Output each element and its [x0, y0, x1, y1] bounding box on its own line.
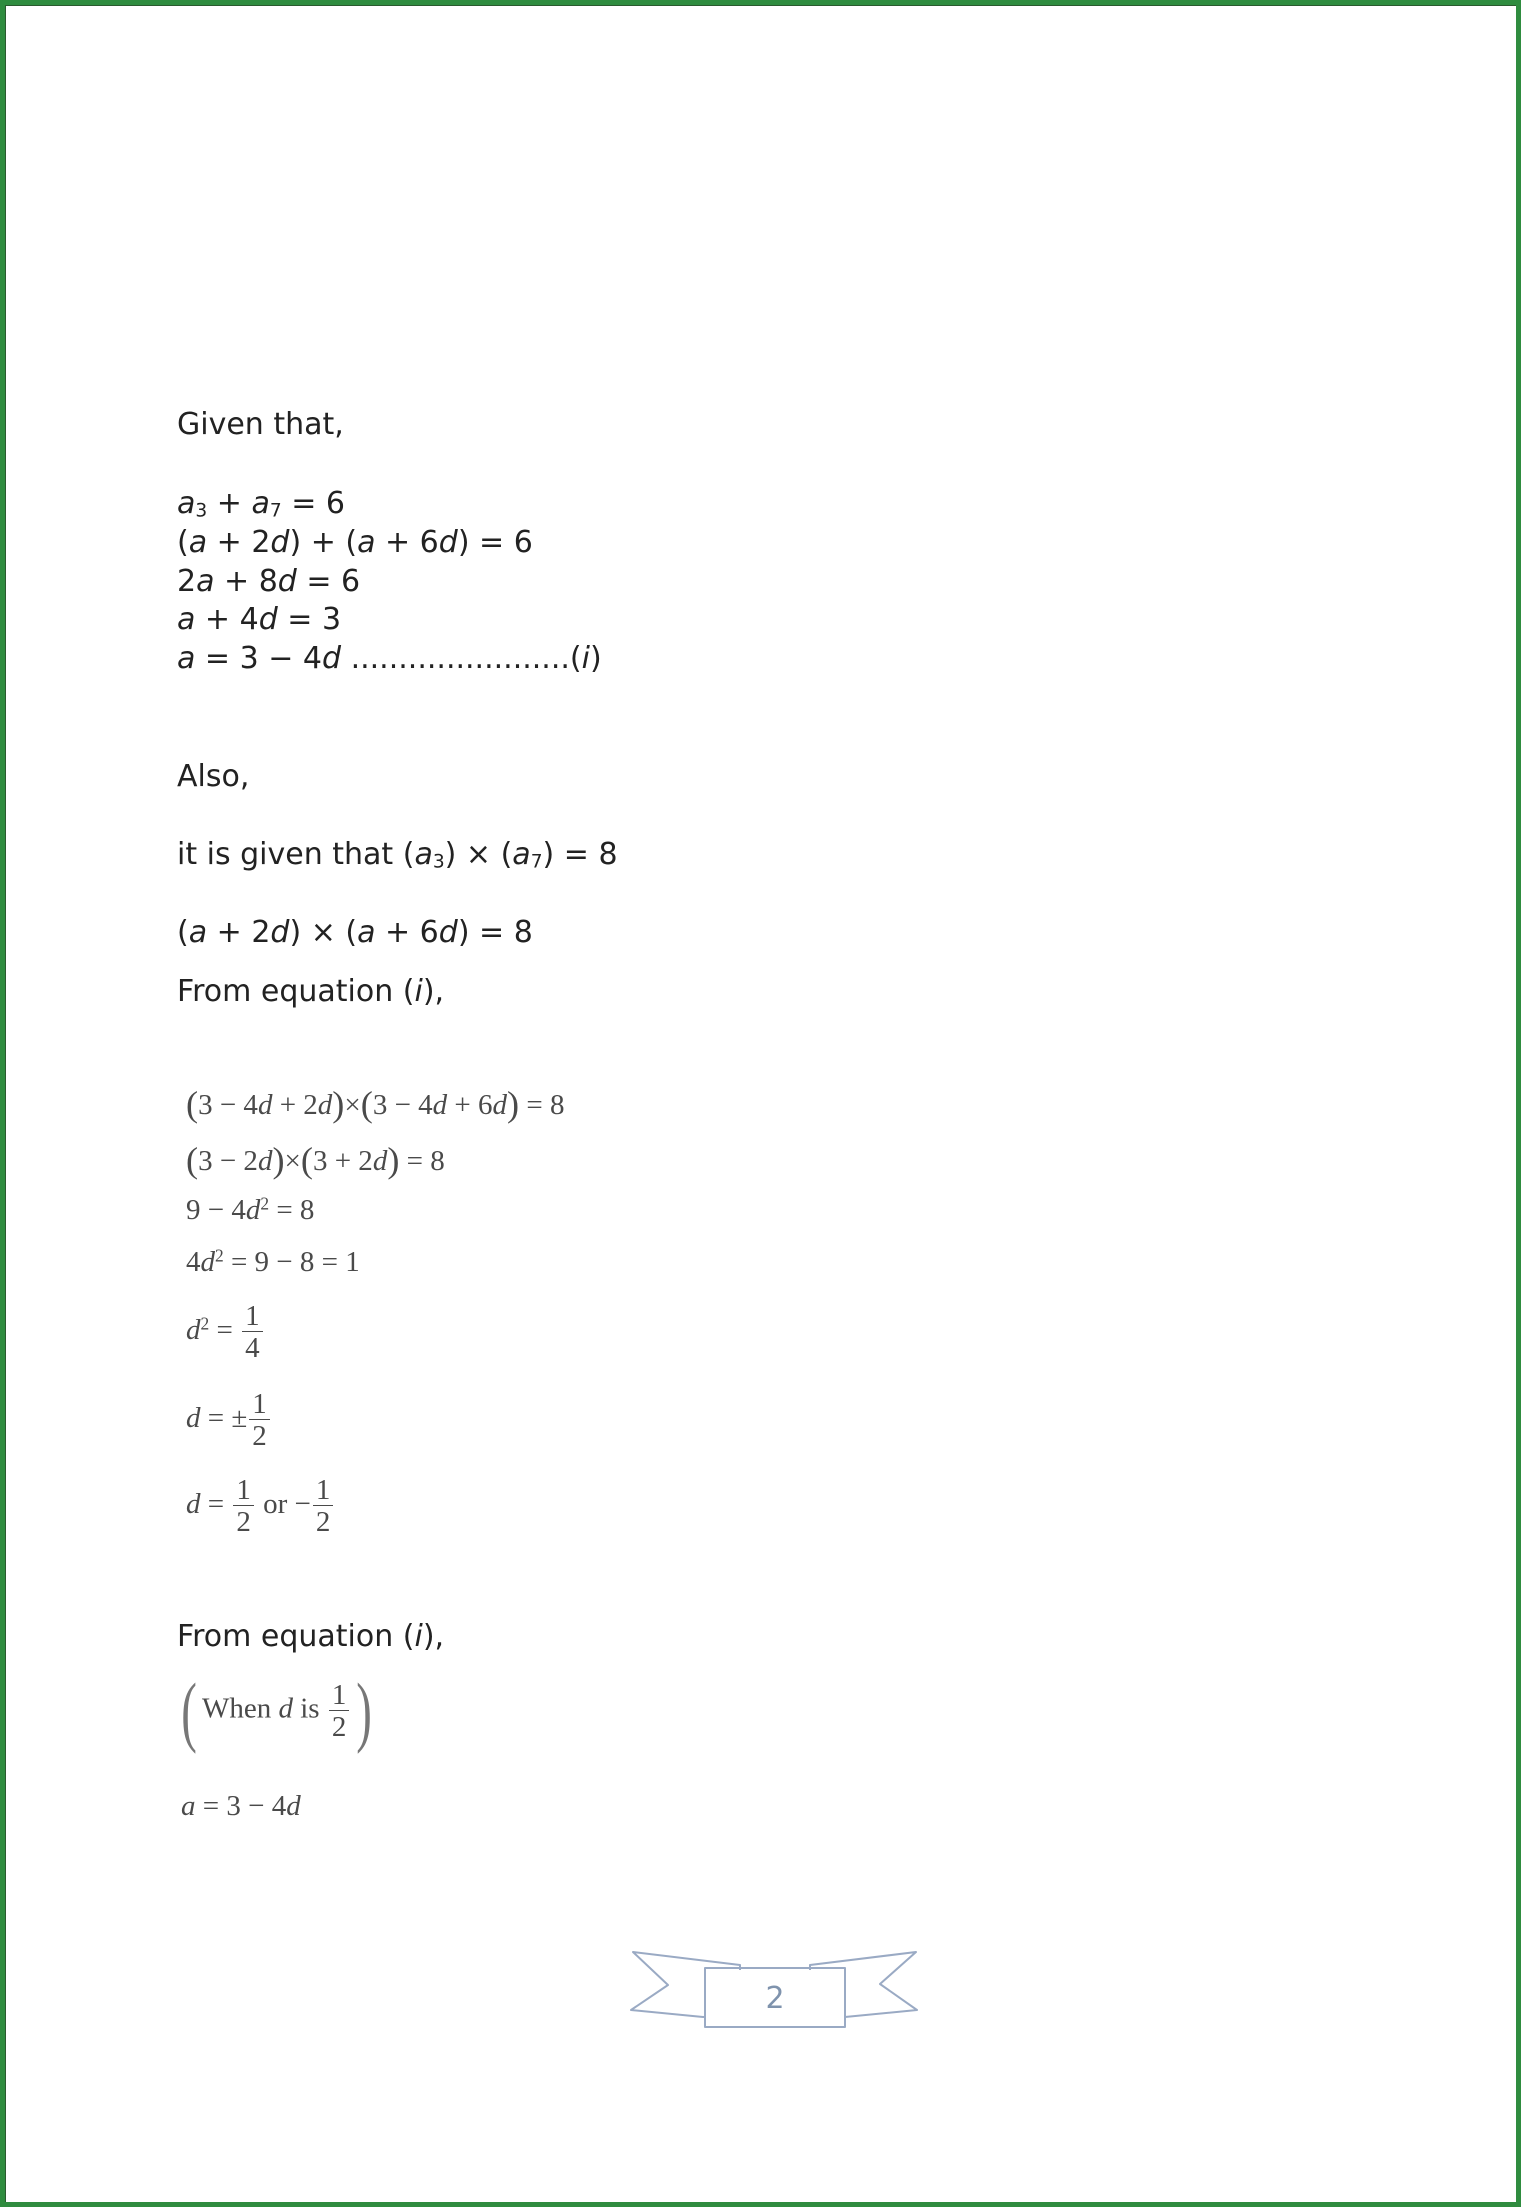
equation-expanded: (a + 2d) + (a + 6d) = 6	[177, 525, 533, 560]
also-heading: Also,	[177, 759, 250, 794]
product-statement: it is given that $(a_3) \times (a_7) = 8$	[177, 837, 618, 873]
from-equation-label-2: From equation (i),	[177, 1619, 445, 1654]
fraction-one-quarter: $\frac{1}{4}$	[242, 1302, 263, 1363]
given-heading: Given that,	[177, 407, 344, 442]
from-equation-label-1: From equation (i),	[177, 974, 445, 1009]
derivation-line-5: $d^2$ = $\frac{1}{4}$	[186, 1302, 265, 1363]
case-result: a = 3 − 4d	[181, 1790, 301, 1822]
fraction-one-half: $\frac{1}{2}$	[249, 1390, 270, 1451]
left-paren: (	[181, 1667, 197, 1754]
equation-i: a = 3 − 4d .......................(i)	[177, 641, 602, 676]
case-condition: ( When d is $\frac{1}{2}$ )	[181, 1667, 373, 1754]
derivation-line-4: $4d^2 = 9 - 8 = 1$	[186, 1245, 360, 1278]
equation-simplified: a + 4d = 3	[177, 602, 342, 637]
fraction-one-half: $\frac{1}{2}$	[233, 1476, 254, 1537]
equation-sum-terms: $a_3 + a_7 = 6$	[177, 486, 345, 522]
derivation-line-7: d = $\frac{1}{2}$ or − $\frac{1}{2}$	[186, 1476, 335, 1537]
derivation-line-2: (3 − 2d)×(3 + 2d) = 8	[186, 1140, 445, 1180]
right-paren: )	[356, 1667, 373, 1754]
derivation-line-1: (3 − 4d + 2d)×(3 − 4d + 6d) = 8	[186, 1084, 565, 1124]
dot-leader: .......................	[350, 641, 570, 676]
fraction-one-half: $\frac{1}{2}$	[313, 1476, 334, 1537]
page-number: 2	[765, 1980, 785, 2016]
equation-combined: 2a + 8d = 6	[177, 564, 361, 599]
derivation-line-6: d = ± $\frac{1}{2}$	[186, 1390, 272, 1451]
derivation-line-3: $9 - 4d^2 = 8$	[186, 1193, 315, 1226]
product-equation: (a + 2d) × (a + 6d) = 8	[177, 915, 533, 950]
fraction-one-half: $\frac{1}{2}$	[329, 1681, 350, 1742]
